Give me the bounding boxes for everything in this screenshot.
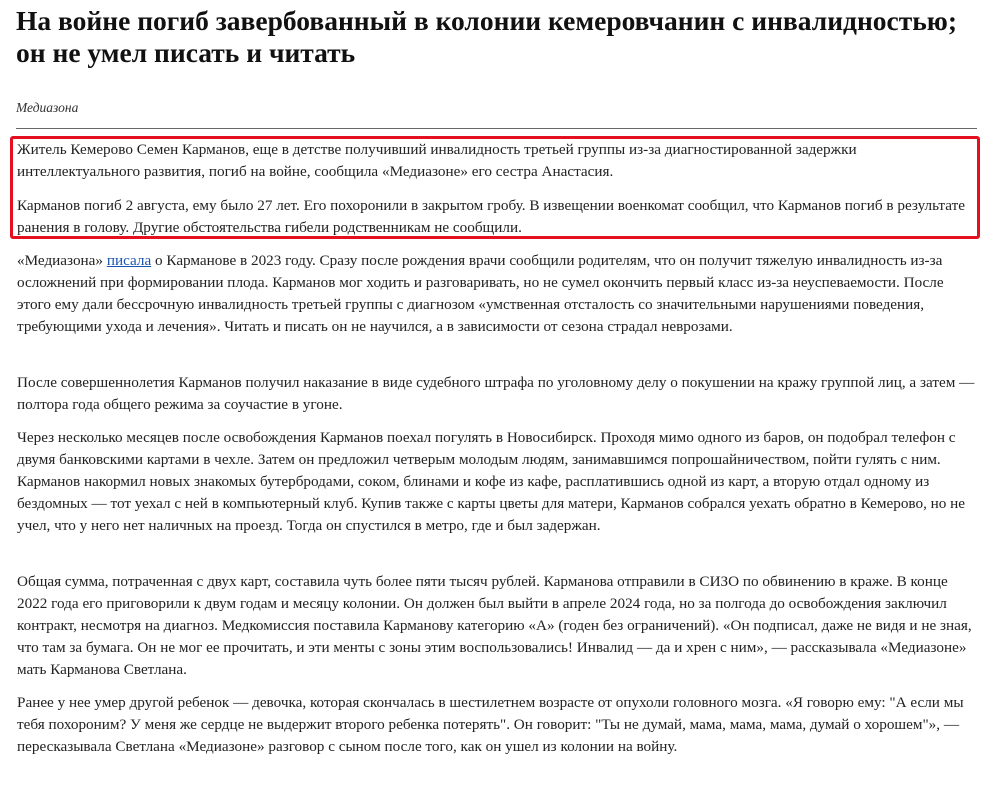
paragraph-6: Общая сумма, потраченная с двух карт, составила чуть более пяти тысяч рублей. Карманова отправили в СИЗО по обвинению в краже. В конце 2022 года его приговорили к двум годам и месяцу колонии. Он должен был выйти в апреле 2024 года, но за полгода до освобождения заключил контракт, несмотря на диагноз. Медкомиссия поставила Карманову категорию «А» (годен без ограничений). «Он подписал, даже не видя и не зная, что там за бумага. Он не мог ее прочитать, и эти менты с зоны этим воспользовались! Инвалид — да и хрен с ним», — рассказывала «Медиазоне» мать Карманова Светлана. xyxy=(17,573,972,678)
article-source: Медиазона xyxy=(16,100,79,115)
paragraph-2: Карманов погиб 2 августа, ему было 27 лет. Его похоронили в закрытом гробу. В извещении военкомат сообщил, что Карманов погиб в результате ранения в голову. Другие обстоятельства гибели родственникам не сообщили. xyxy=(17,197,965,236)
paragraph-7: Ранее у нее умер другой ребенок — девочка, которая скончалась в шестилетнем возрасте от опухоли головного мозга. «Я говорю ему: "А если мы тебя похороним? У меня же сердце не выдержит второго ребенка потерять". Он говорит: "Ты не думай, мама, мама, мама, думай о хорошем"», — пересказывала Светлана «Медиазоне» разговор с сыном после того, как он ушел из колонии на войну. xyxy=(17,694,964,755)
paragraph-1: Житель Кемерово Семен Карманов, еще в детстве получивший инвалидность третьей группы из-за диагностированной задержки интеллектуального развития, погиб на войне, сообщила «Медиазоне» его сестра Анастасия. xyxy=(17,141,857,180)
article-title: На войне погиб завербованный в колонии кемеровчанин с инвалидностью; он не умел писать и читать xyxy=(16,5,957,68)
paragraph-3-rest: о Карманове в 2023 году. Сразу после рождения врачи сообщили родителям, что он получит тяжелую инвалидность из-за осложнений при формировании плода. Карманов мог ходить и разговаривать, но не сумел окончить первый класс из-за неуспеваемости. После этого ему дали бессрочную инвалидность третьей группы с диагнозом «умственная отсталость со значительными нарушениями поведения, требующими ухода и лечения». Читать и писать он не научился, а в зависимости от сезона страдал неврозами. xyxy=(17,252,944,335)
paragraph-3-start: «Медиазона» xyxy=(17,252,107,269)
paragraph-5: Через несколько месяцев после освобождения Карманов поехал погулять в Новосибирск. Проходя мимо одного из баров, он подобрал телефон с двумя банковскими картами в чехле. Затем он предложил четверым молодым людям, занимавшимся попрошайничеством, пойти гулять с ним. Карманов накормил новых знакомых бутербродами, соком, блинами и кофе из кафе, расплатившись одной из карт, а вторую отдал одному из бездомных — тот уехал с ней в компьютерный клуб. Купив также с карты цветы для матери, Карманов собрался уехать обратно в Кемерово, но не учел, что у него нет наличных на проезд. Тогда он спустился в метро, где и был задержан. xyxy=(17,429,966,534)
paragraph-3 xyxy=(17,250,980,338)
source-link[interactable]: писала xyxy=(106,252,152,269)
divider xyxy=(16,128,977,129)
paragraph-4: После совершеннолетия Карманов получил наказание в виде судебного штрафа по уголовному делу о покушении на кражу группой лиц, а затем — полтора года общего режима за соучастие в угоне. xyxy=(17,374,975,413)
